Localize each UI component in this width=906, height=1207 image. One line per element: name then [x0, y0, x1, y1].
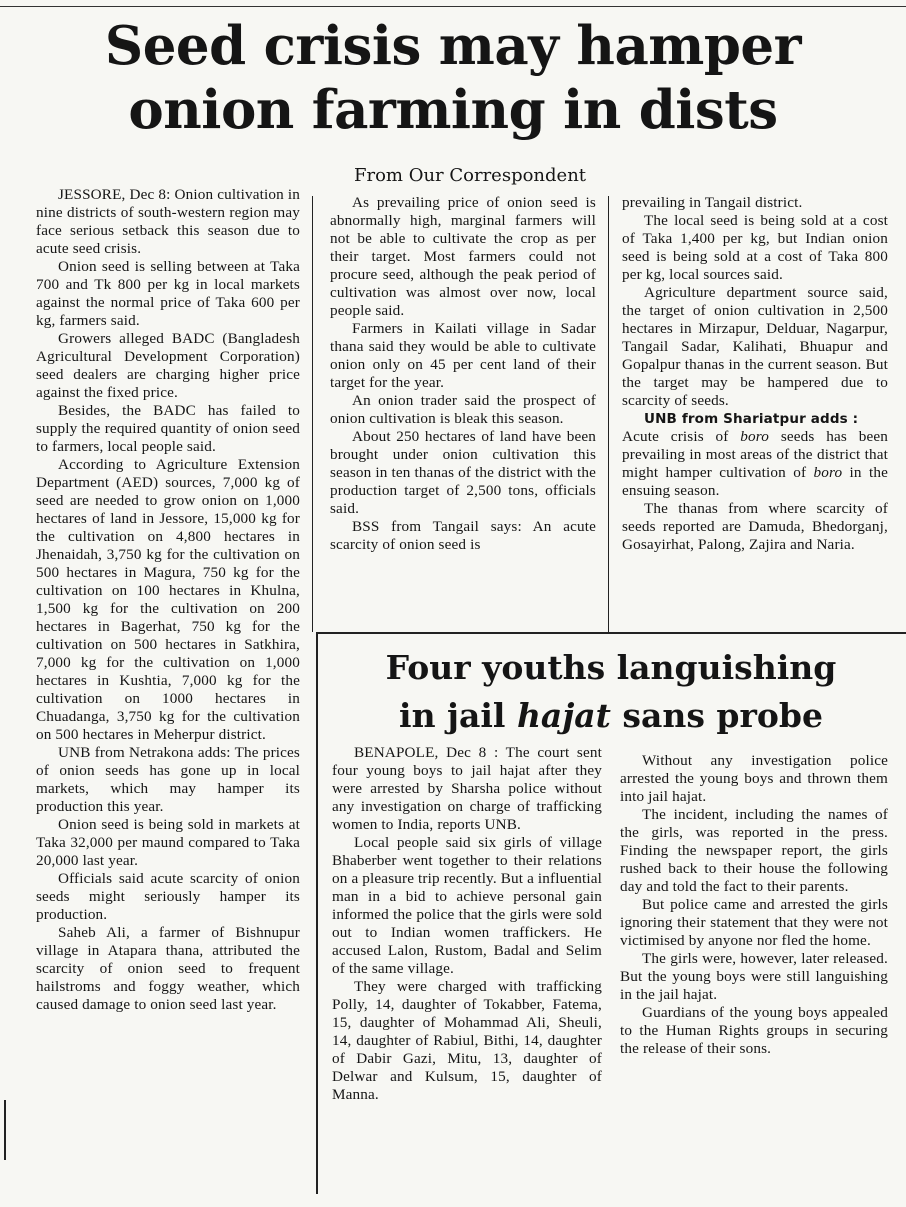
left-margin-rule [4, 1100, 6, 1160]
text-run: seeds has been prevailing in most areas of the district that might hamper cultivation of [622, 428, 889, 481]
paragraph: An onion trader said the prospect of onion cultivation is bleak this season. [330, 392, 596, 427]
text-run: Acute crisis of [622, 428, 741, 445]
text-run: in jail [399, 696, 517, 735]
headline2-line-1: Four youths languishing [385, 648, 837, 687]
italic-run: boro [740, 428, 770, 445]
paragraph: Besides, the BADC has failed to supply the required quantity of onion seed to farmers, local people said. [36, 402, 300, 455]
paragraph: Onion seed is being sold in markets at Taka 32,000 per maund compared to Taka 20,000 last year. [36, 816, 300, 869]
byline: From Our Correspondent [353, 165, 587, 186]
column-rule [312, 196, 313, 632]
paragraph: The girls were, however, later released. But the young boys were still languishing in the jail hajat. [620, 950, 888, 1003]
paragraph: Without any investigation police arrested the young boys and thrown them into jail hajat. [620, 752, 888, 805]
headline-line-2: onion farming in dists [128, 79, 778, 141]
paragraph: JESSORE, Dec 8: Onion cultivation in nine districts of south-western region may face serious setback this season due to acute seed crisis. [36, 186, 300, 257]
paragraph: The local seed is being sold at a cost of Taka 1,400 per kg, but Indian onion seed is being sold at a cost of Taka 800 per kg, local sources said. [622, 212, 888, 283]
paragraph: Local people said six girls of village Bhaberber went together to their relations on a pleasure trip recently. But a influential man in a bid to achieve personal gain informed the police that the girls were sold out to Indian women traffickers. He accused Lalon, Rustom, Badal and Selim of the same village. [332, 834, 602, 977]
paragraph: The thanas from where scarcity of seeds reported are Damuda, Bhedorganj, Gosayirhat, Palong, Zajira and Naria. [622, 500, 888, 553]
paragraph: Saheb Ali, a farmer of Bishnupur village in Atapara thana, attributed the scarcity of onion seed to frequent hailstroms and foggy weather, which caused damage to onion seed last year. [36, 924, 300, 1013]
paragraph: Officials said acute scarcity of onion seeds might seriously hamper its production. [36, 870, 300, 923]
italic-run: boro [813, 464, 843, 481]
paragraph: UNB from Netrakona adds: The prices of onion seeds has gone up in local markets, which may hamper its production this year. [36, 744, 300, 815]
paragraph: The incident, including the names of the girls, was reported in the press. Finding the newspaper report, the girls rushed back to their house the following day and told the fact to their parents. [620, 806, 888, 895]
headline-four-youths [318, 644, 904, 740]
paragraph: Growers alleged BADC (Bangladesh Agricultural Development Corporation) seed dealers are charging higher price against the fixed price. [36, 330, 300, 401]
paragraph: Agriculture department source said, the target of onion cultivation in 2,500 hectares in Mirzapur, Delduar, Nagarpur, Tangail Sadar, Kalihati, Bhuapur and Gopalpur thanas in the current season. But the target may be hampered due to scarcity of seeds. [622, 284, 888, 409]
headline2-line-2 [318, 692, 904, 740]
paragraph: According to Agriculture Extension Department (AED) sources, 7,000 kg of seed are needed to grow onion on 1,000 hectares of land in Jessore, 15,000 kg for the cultivation on 4,800 hectares in Jhenaidah, 3,750 kg for the cultivation on 500 hectares in Magura, 750 kg for the cultivation on 100 hectares in Khulna, 1,500 kg for the cultivation on 200 hectares in Bagerhat, 750 kg for the cultivation on 500 hectares in Satkhira, 7,000 kg for the cultivation on 1,000 hectares in Kushtia, 7,000 kg for the cultivation on 1000 hectares in Chuadanga, 3,750 kg for the cultivation on 500 hectares in Meherpur district. [36, 456, 300, 743]
top-edge-rule [0, 0, 906, 7]
column-rule [608, 196, 609, 632]
article1-column-1 [36, 186, 300, 1014]
headline-seed-crisis [0, 14, 906, 142]
italic-run: hajat [516, 696, 611, 735]
text-run: in the ensuing season. [622, 464, 888, 499]
paragraph-continued: prevailing in Tangail district. [622, 194, 803, 211]
article2-column-1 [332, 744, 602, 1104]
paragraph: BENAPOLE, Dec 8 : The court sent four young boys to jail hajat after they were arrested by Sharsha police without any investigation on charge of trafficking women to India, reports UNB. [332, 744, 602, 833]
article2-column-2 [620, 752, 888, 1058]
article1-column-2 [330, 194, 596, 554]
headline-line-1: Seed crisis may hamper [104, 15, 802, 77]
dateline-unb-shariatpur: UNB from Shariatpur adds : [644, 411, 859, 427]
article1-column-3 [622, 194, 888, 554]
paragraph-shariatpur [622, 410, 888, 500]
paragraph: Onion seed is selling between at Taka 700 and Tk 800 per kg in local markets against the normal price of Taka 600 per kg, farmers said. [36, 258, 300, 329]
text-run: sans probe [610, 696, 823, 735]
paragraph: As prevailing price of onion seed is abnormally high, marginal farmers will not be able to cultivate the crop as per their target. Most farmers could not procure seed, although the peak period of cultivation was almost over now, local people said. [330, 194, 596, 319]
paragraph: Guardians of the young boys appealed to the Human Rights groups in securing the release of their sons. [620, 1004, 888, 1057]
paragraph: They were charged with trafficking Polly, 14, daughter of Tokabber, Fatema, 15, daughter of Mohammad Ali, Sheuli, 14, daughter of Rabiul, Bithi, 14, daughter of Dabir Gazi, Mitu, 13, daughter of Delwar and Kulsum, 15, daughter of Manna. [332, 978, 602, 1103]
paragraph: BSS from Tangail says: An acute scarcity of onion seed is [330, 518, 596, 553]
paragraph: Farmers in Kailati village in Sadar thana said they would be able to cultivate onion only on 45 per cent land of their target for the year. [330, 320, 596, 391]
paragraph: About 250 hectares of land have been brought under onion cultivation this season in ten thanas of the district with the production target of 2,500 tons, officials said. [330, 428, 596, 517]
paragraph: But police came and arrested the girls ignoring their statement that they were not victimised by anyone nor fled the home. [620, 896, 888, 949]
